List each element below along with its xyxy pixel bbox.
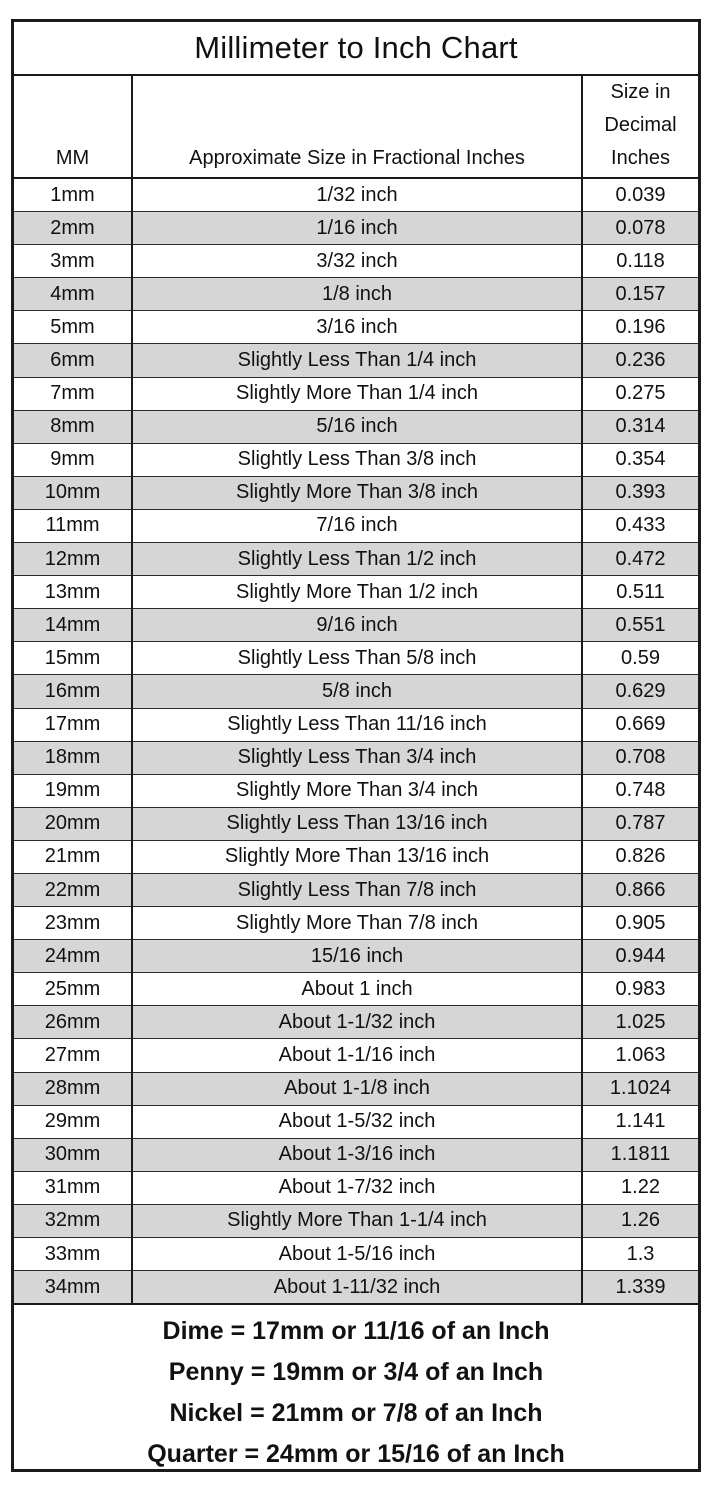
- cell-fraction: Slightly Less Than 1/4 inch: [132, 344, 582, 377]
- cell-decimal: 0.314: [582, 410, 698, 443]
- cell-mm: 7mm: [14, 377, 132, 410]
- cell-fraction: Slightly More Than 3/4 inch: [132, 774, 582, 807]
- table-row: [14, 311, 698, 344]
- cell-decimal: 0.196: [582, 311, 698, 344]
- header-decimal-line2: Decimal: [604, 114, 677, 136]
- table-row: [14, 907, 698, 940]
- coin-note: Quarter = 24mm or 15/16 of an Inch: [147, 1440, 565, 1469]
- cell-fraction: Slightly Less Than 3/8 inch: [132, 443, 582, 476]
- cell-fraction: 3/16 inch: [132, 311, 582, 344]
- table-row: [14, 245, 698, 278]
- cell-decimal: 0.511: [582, 576, 698, 609]
- cell-mm: 8mm: [14, 410, 132, 443]
- cell-fraction: 5/16 inch: [132, 410, 582, 443]
- table-body: [14, 178, 698, 1304]
- table-row: [14, 410, 698, 443]
- table-row: [14, 873, 698, 906]
- table-row: [14, 807, 698, 840]
- cell-fraction: Slightly Less Than 3/4 inch: [132, 741, 582, 774]
- cell-mm: 6mm: [14, 344, 132, 377]
- cell-fraction: Slightly Less Than 7/8 inch: [132, 873, 582, 906]
- header-fraction: Approximate Size in Fractional Inches: [132, 76, 582, 178]
- table-row: [14, 708, 698, 741]
- cell-decimal: 0.59: [582, 642, 698, 675]
- coin-note: Penny = 19mm or 3/4 of an Inch: [168, 1358, 544, 1387]
- table-row: [14, 509, 698, 542]
- cell-mm: 17mm: [14, 708, 132, 741]
- cell-decimal: 1.025: [582, 1006, 698, 1039]
- cell-fraction: 3/32 inch: [132, 245, 582, 278]
- table-row: [14, 443, 698, 476]
- table-row: [14, 476, 698, 509]
- cell-decimal: 1.22: [582, 1171, 698, 1204]
- cell-mm: 21mm: [14, 840, 132, 873]
- table-row: [14, 344, 698, 377]
- table-row: [14, 609, 698, 642]
- cell-decimal: 0.787: [582, 807, 698, 840]
- cell-fraction: Slightly Less Than 11/16 inch: [132, 708, 582, 741]
- cell-mm: 34mm: [14, 1271, 132, 1305]
- cell-mm: 14mm: [14, 609, 132, 642]
- cell-fraction: 1/32 inch: [132, 178, 582, 212]
- cell-decimal: 0.236: [582, 344, 698, 377]
- cell-fraction: Slightly Less Than 13/16 inch: [132, 807, 582, 840]
- cell-mm: 26mm: [14, 1006, 132, 1039]
- cell-mm: 3mm: [14, 245, 132, 278]
- cell-mm: 16mm: [14, 675, 132, 708]
- coin-note: Nickel = 21mm or 7/8 of an Inch: [169, 1399, 543, 1428]
- table-row: [14, 973, 698, 1006]
- cell-fraction: 1/16 inch: [132, 212, 582, 245]
- cell-decimal: 0.669: [582, 708, 698, 741]
- table-row: [14, 212, 698, 245]
- cell-mm: 4mm: [14, 278, 132, 311]
- table-row: [14, 741, 698, 774]
- cell-decimal: 0.472: [582, 543, 698, 576]
- cell-fraction: Slightly Less Than 5/8 inch: [132, 642, 582, 675]
- cell-decimal: 0.393: [582, 476, 698, 509]
- cell-decimal: 0.275: [582, 377, 698, 410]
- cell-mm: 10mm: [14, 476, 132, 509]
- cell-fraction: Slightly More Than 13/16 inch: [132, 840, 582, 873]
- cell-mm: 1mm: [14, 178, 132, 212]
- table-row: [14, 1271, 698, 1305]
- cell-fraction: About 1-5/32 inch: [132, 1105, 582, 1138]
- table-row: [14, 1006, 698, 1039]
- table-row: [14, 1204, 698, 1237]
- cell-mm: 12mm: [14, 543, 132, 576]
- cell-mm: 2mm: [14, 212, 132, 245]
- cell-fraction: 15/16 inch: [132, 940, 582, 973]
- cell-decimal: 0.157: [582, 278, 698, 311]
- cell-mm: 9mm: [14, 443, 132, 476]
- cell-decimal: 0.039: [582, 178, 698, 212]
- cell-mm: 23mm: [14, 907, 132, 940]
- conversion-table: [14, 76, 698, 1305]
- cell-fraction: About 1 inch: [132, 973, 582, 1006]
- cell-mm: 30mm: [14, 1138, 132, 1171]
- cell-fraction: 9/16 inch: [132, 609, 582, 642]
- table-row: [14, 278, 698, 311]
- table-row: [14, 642, 698, 675]
- cell-mm: 24mm: [14, 940, 132, 973]
- cell-decimal: 0.826: [582, 840, 698, 873]
- cell-decimal: 1.1811: [582, 1138, 698, 1171]
- coin-note: Dime = 17mm or 11/16 of an Inch: [162, 1317, 550, 1346]
- cell-fraction: Slightly More Than 1/2 inch: [132, 576, 582, 609]
- table-row: [14, 543, 698, 576]
- cell-mm: 19mm: [14, 774, 132, 807]
- cell-decimal: 1.3: [582, 1238, 698, 1271]
- cell-mm: 27mm: [14, 1039, 132, 1072]
- cell-mm: 18mm: [14, 741, 132, 774]
- header-decimal-line3: Inches: [611, 147, 670, 169]
- cell-fraction: Slightly More Than 1/4 inch: [132, 377, 582, 410]
- cell-mm: 15mm: [14, 642, 132, 675]
- cell-fraction: Slightly More Than 7/8 inch: [132, 907, 582, 940]
- cell-decimal: 0.433: [582, 509, 698, 542]
- table-row: [14, 774, 698, 807]
- cell-mm: 29mm: [14, 1105, 132, 1138]
- table-row: [14, 178, 698, 212]
- cell-decimal: 1.063: [582, 1039, 698, 1072]
- cell-fraction: Slightly Less Than 1/2 inch: [132, 543, 582, 576]
- cell-decimal: 0.905: [582, 907, 698, 940]
- cell-mm: 20mm: [14, 807, 132, 840]
- cell-fraction: About 1-5/16 inch: [132, 1238, 582, 1271]
- table-row: [14, 675, 698, 708]
- cell-decimal: 0.708: [582, 741, 698, 774]
- table-row: [14, 1072, 698, 1105]
- table-row: [14, 840, 698, 873]
- table-row: [14, 1105, 698, 1138]
- header-decimal-line1: Size in: [610, 81, 671, 103]
- header-row: [14, 76, 698, 178]
- table-row: [14, 576, 698, 609]
- cell-mm: 31mm: [14, 1171, 132, 1204]
- coin-notes: [14, 1305, 698, 1475]
- cell-mm: 32mm: [14, 1204, 132, 1237]
- cell-fraction: About 1-1/16 inch: [132, 1039, 582, 1072]
- cell-decimal: 1.141: [582, 1105, 698, 1138]
- cell-fraction: 7/16 inch: [132, 509, 582, 542]
- table-row: [14, 940, 698, 973]
- conversion-chart: [11, 19, 701, 1472]
- cell-fraction: 5/8 inch: [132, 675, 582, 708]
- table-row: [14, 1039, 698, 1072]
- cell-fraction: 1/8 inch: [132, 278, 582, 311]
- cell-mm: 11mm: [14, 509, 132, 542]
- cell-decimal: 1.26: [582, 1204, 698, 1237]
- cell-decimal: 0.629: [582, 675, 698, 708]
- cell-fraction: Slightly More Than 1-1/4 inch: [132, 1204, 582, 1237]
- table-row: [14, 1238, 698, 1271]
- cell-mm: 28mm: [14, 1072, 132, 1105]
- cell-fraction: About 1-3/16 inch: [132, 1138, 582, 1171]
- cell-fraction: About 1-11/32 inch: [132, 1271, 582, 1305]
- chart-title: Millimeter to Inch Chart: [14, 22, 698, 76]
- cell-fraction: About 1-1/32 inch: [132, 1006, 582, 1039]
- cell-decimal: 0.078: [582, 212, 698, 245]
- cell-decimal: 1.1024: [582, 1072, 698, 1105]
- cell-fraction: Slightly More Than 3/8 inch: [132, 476, 582, 509]
- cell-mm: 33mm: [14, 1238, 132, 1271]
- header-mm: MM: [14, 76, 132, 178]
- cell-decimal: 0.551: [582, 609, 698, 642]
- header-decimal: [582, 76, 698, 178]
- cell-mm: 13mm: [14, 576, 132, 609]
- cell-mm: 25mm: [14, 973, 132, 1006]
- cell-fraction: About 1-7/32 inch: [132, 1171, 582, 1204]
- table-row: [14, 1171, 698, 1204]
- cell-mm: 5mm: [14, 311, 132, 344]
- cell-fraction: About 1-1/8 inch: [132, 1072, 582, 1105]
- cell-mm: 22mm: [14, 873, 132, 906]
- cell-decimal: 0.866: [582, 873, 698, 906]
- cell-decimal: 0.944: [582, 940, 698, 973]
- cell-decimal: 0.354: [582, 443, 698, 476]
- cell-decimal: 1.339: [582, 1271, 698, 1305]
- cell-decimal: 0.118: [582, 245, 698, 278]
- table-row: [14, 1138, 698, 1171]
- cell-decimal: 0.748: [582, 774, 698, 807]
- cell-decimal: 0.983: [582, 973, 698, 1006]
- table-row: [14, 377, 698, 410]
